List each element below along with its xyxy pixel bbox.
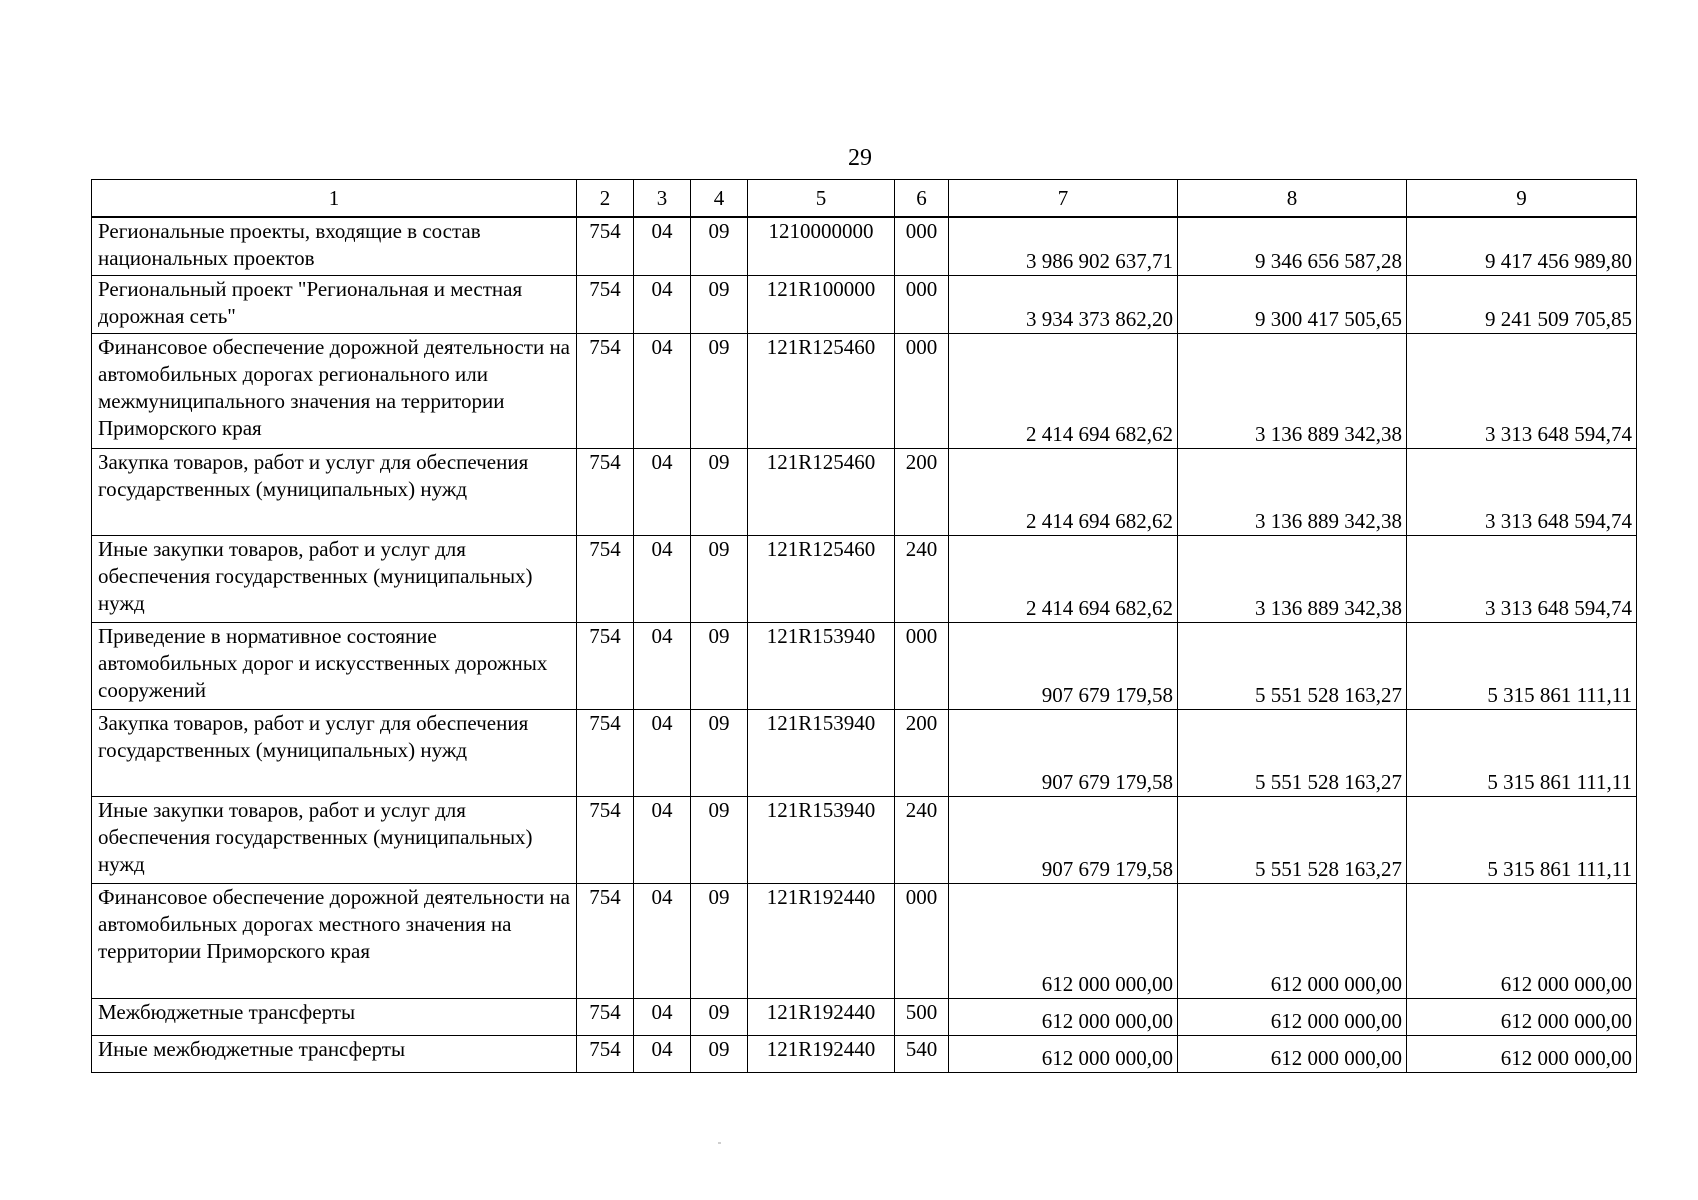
page-number: 29 — [848, 145, 872, 171]
amount-cell: 612 000 000,00 — [1178, 1035, 1407, 1072]
code-cell: 754 — [577, 333, 634, 448]
amount-cell: 9 241 509 705,85 — [1407, 275, 1637, 333]
row-description: Финансовое обеспечение дорожной деятельности на автомобильных дорогах регионального или межмуниципального значения на территории Приморского края — [92, 333, 577, 448]
amount-cell: 5 315 861 111,11 — [1407, 622, 1637, 709]
code-cell: 754 — [577, 622, 634, 709]
table-row — [92, 622, 1637, 709]
amount-cell: 3 313 648 594,74 — [1407, 333, 1637, 448]
amount-cell: 5 551 528 163,27 — [1178, 622, 1407, 709]
amount-cell: 2 414 694 682,62 — [949, 333, 1178, 448]
header-cell: 8 — [1178, 180, 1407, 218]
code-cell: 04 — [634, 333, 691, 448]
code-cell: 04 — [634, 448, 691, 535]
row-description: Приведение в нормативное состояние автомобильных дорог и искусственных дорожных сооружений — [92, 622, 577, 709]
amount-cell: 9 300 417 505,65 — [1178, 275, 1407, 333]
code-cell: 121R100000 — [748, 275, 895, 333]
code-cell: 754 — [577, 883, 634, 998]
code-cell: 754 — [577, 448, 634, 535]
code-cell: 121R153940 — [748, 709, 895, 796]
row-description: Финансовое обеспечение дорожной деятельности на автомобильных дорогах местного значения на территории Приморского края — [92, 883, 577, 998]
table-row — [92, 333, 1637, 448]
amount-cell: 3 136 889 342,38 — [1178, 535, 1407, 622]
code-cell: 09 — [691, 622, 748, 709]
table-row — [92, 217, 1637, 275]
amount-cell: 612 000 000,00 — [1178, 998, 1407, 1035]
amount-cell: 612 000 000,00 — [1178, 883, 1407, 998]
amount-cell: 5 315 861 111,11 — [1407, 796, 1637, 883]
code-cell: 09 — [691, 709, 748, 796]
table-row — [92, 998, 1637, 1035]
code-cell: 000 — [895, 217, 949, 275]
header-cell: 6 — [895, 180, 949, 218]
header-cell: 5 — [748, 180, 895, 218]
code-cell: 000 — [895, 883, 949, 998]
amount-cell: 3 136 889 342,38 — [1178, 333, 1407, 448]
code-cell: 000 — [895, 275, 949, 333]
header-cell: 1 — [92, 180, 577, 218]
amount-cell: 9 417 456 989,80 — [1407, 217, 1637, 275]
row-description: Иные закупки товаров, работ и услуг для обеспечения государственных (муниципальных) нужд — [92, 535, 577, 622]
row-description: Иные межбюджетные трансферты — [92, 1035, 577, 1072]
header-cell: 2 — [577, 180, 634, 218]
code-cell: 754 — [577, 998, 634, 1035]
amount-cell: 907 679 179,58 — [949, 709, 1178, 796]
table-row — [92, 448, 1637, 535]
table-row — [92, 1035, 1637, 1072]
amount-cell: 612 000 000,00 — [949, 1035, 1178, 1072]
table-row — [92, 709, 1637, 796]
code-cell: 121R192440 — [748, 998, 895, 1035]
header-cell: 7 — [949, 180, 1178, 218]
code-cell: 09 — [691, 275, 748, 333]
code-cell: 04 — [634, 709, 691, 796]
table-row — [92, 275, 1637, 333]
table-row — [92, 883, 1637, 998]
header-cell: 4 — [691, 180, 748, 218]
code-cell: 754 — [577, 1035, 634, 1072]
row-description: Закупка товаров, работ и услуг для обеспечения государственных (муниципальных) нужд — [92, 709, 577, 796]
amount-cell: 2 414 694 682,62 — [949, 535, 1178, 622]
row-description: Региональный проект "Региональная и местная дорожная сеть" — [92, 275, 577, 333]
code-cell: 1210000000 — [748, 217, 895, 275]
amount-cell: 3 313 648 594,74 — [1407, 448, 1637, 535]
code-cell: 09 — [691, 333, 748, 448]
header-cell: 9 — [1407, 180, 1637, 218]
row-description: Региональные проекты, входящие в состав национальных проектов — [92, 217, 577, 275]
header-cell: 3 — [634, 180, 691, 218]
table-header-row — [92, 180, 1637, 218]
amount-cell: 5 315 861 111,11 — [1407, 709, 1637, 796]
budget-table — [91, 179, 1637, 1073]
row-description: Межбюджетные трансферты — [92, 998, 577, 1035]
amount-cell: 612 000 000,00 — [949, 883, 1178, 998]
code-cell: 09 — [691, 1035, 748, 1072]
code-cell: 540 — [895, 1035, 949, 1072]
amount-cell: 2 414 694 682,62 — [949, 448, 1178, 535]
amount-cell: 3 986 902 637,71 — [949, 217, 1178, 275]
amount-cell: 5 551 528 163,27 — [1178, 709, 1407, 796]
amount-cell: 907 679 179,58 — [949, 622, 1178, 709]
amount-cell: 3 136 889 342,38 — [1178, 448, 1407, 535]
code-cell: 754 — [577, 709, 634, 796]
row-description: Закупка товаров, работ и услуг для обеспечения государственных (муниципальных) нужд — [92, 448, 577, 535]
amount-cell: 612 000 000,00 — [949, 998, 1178, 1035]
code-cell: 200 — [895, 448, 949, 535]
code-cell: 754 — [577, 796, 634, 883]
code-cell: 754 — [577, 535, 634, 622]
amount-cell: 612 000 000,00 — [1407, 883, 1637, 998]
code-cell: 04 — [634, 998, 691, 1035]
code-cell: 09 — [691, 796, 748, 883]
code-cell: 121R125460 — [748, 448, 895, 535]
code-cell: 04 — [634, 796, 691, 883]
code-cell: 04 — [634, 275, 691, 333]
code-cell: 754 — [577, 275, 634, 333]
amount-cell: 3 313 648 594,74 — [1407, 535, 1637, 622]
code-cell: 240 — [895, 796, 949, 883]
code-cell: 09 — [691, 998, 748, 1035]
code-cell: 000 — [895, 333, 949, 448]
code-cell: 09 — [691, 217, 748, 275]
code-cell: 04 — [634, 622, 691, 709]
code-cell: 754 — [577, 217, 634, 275]
amount-cell: 612 000 000,00 — [1407, 1035, 1637, 1072]
amount-cell: 612 000 000,00 — [1407, 998, 1637, 1035]
code-cell: 121R153940 — [748, 622, 895, 709]
amount-cell: 9 346 656 587,28 — [1178, 217, 1407, 275]
code-cell: 121R125460 — [748, 333, 895, 448]
code-cell: 000 — [895, 622, 949, 709]
code-cell: 121R125460 — [748, 535, 895, 622]
amount-cell: 5 551 528 163,27 — [1178, 796, 1407, 883]
code-cell: 500 — [895, 998, 949, 1035]
code-cell: 121R192440 — [748, 883, 895, 998]
code-cell: 04 — [634, 217, 691, 275]
code-cell: 121R153940 — [748, 796, 895, 883]
code-cell: 200 — [895, 709, 949, 796]
amount-cell: 3 934 373 862,20 — [949, 275, 1178, 333]
row-description: Иные закупки товаров, работ и услуг для обеспечения государственных (муниципальных) нужд — [92, 796, 577, 883]
code-cell: 09 — [691, 448, 748, 535]
amount-cell: 907 679 179,58 — [949, 796, 1178, 883]
code-cell: 09 — [691, 535, 748, 622]
table-row — [92, 796, 1637, 883]
code-cell: 04 — [634, 1035, 691, 1072]
code-cell: 240 — [895, 535, 949, 622]
table-row — [92, 535, 1637, 622]
code-cell: 121R192440 — [748, 1035, 895, 1072]
code-cell: 04 — [634, 883, 691, 998]
code-cell: 09 — [691, 883, 748, 998]
code-cell: 04 — [634, 535, 691, 622]
scan-speck — [718, 1142, 721, 1144]
